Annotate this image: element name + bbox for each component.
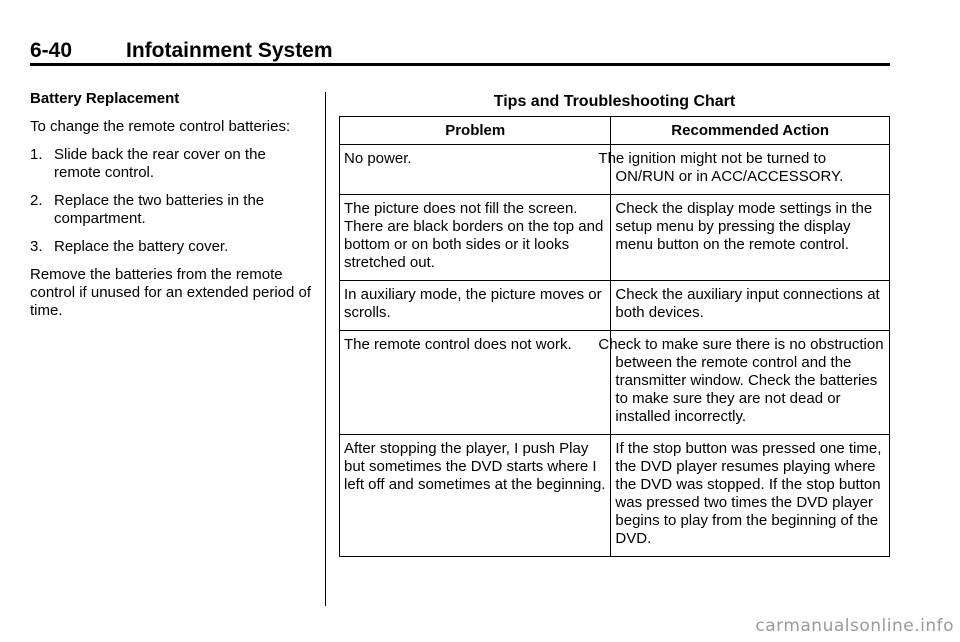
battery-step [30,238,315,256]
column-header-problem: Problem [340,117,611,145]
page-number: 6-40 [30,39,73,62]
page-header [30,38,890,64]
step-text: Slide back the rear cover on the remote control. [54,146,266,181]
table-header-row [340,117,890,145]
problem-cell: In auxiliary mode, the picture moves or scrolls. [340,281,611,331]
troubleshooting-table [339,116,890,557]
battery-note: Remove the batteries from the remote control if unused for an extended period of time. [30,266,312,319]
action-cell: Check to make sure there is no obstruction between the remote control and the transmitter window. Check the batteries to make sure they are not dead or installed incorrectly. [611,331,890,435]
table-row [340,435,890,557]
battery-heading: Battery Replacement [30,90,180,107]
step-text: Replace the two batteries in the compartment. [54,192,265,227]
column-divider [325,92,326,606]
table-row [340,195,890,281]
battery-step [30,192,315,228]
problem-cell: The picture does not fill the screen. There are black borders on the top and bottom or on both sides or it looks stretched out. [340,195,611,281]
battery-intro: To change the remote control batteries: [30,118,291,135]
watermark: carmanualsonline.info [755,616,954,636]
column-header-action: Recommended Action [611,117,890,145]
table-row [340,281,890,331]
table-row [340,145,890,195]
header-rule [30,63,890,66]
action-cell: If the stop button was pressed one time, the DVD player resumes playing where the DVD was stopped. If the stop button was pressed two times the DVD player begins to play from the beginning of the DVD. [611,435,890,557]
battery-steps [30,146,315,256]
step-number: 1. [30,146,43,163]
problem-cell: The remote control does not work. [340,331,611,435]
step-text: Replace the battery cover. [54,238,229,255]
battery-step [30,146,315,182]
problem-cell: After stopping the player, I push Play but sometimes the DVD starts where I left off and sometimes at the beginning. [340,435,611,557]
battery-section [30,90,315,330]
table-row [340,331,890,435]
action-cell: Check the display mode settings in the setup menu by pressing the display menu button on the remote control. [611,195,890,281]
action-cell: The ignition might not be turned to ON/RUN or in ACC/ACCESSORY. [611,145,890,195]
section-title: Infotainment System [126,39,333,62]
chart-title: Tips and Troubleshooting Chart [493,93,736,110]
step-number: 2. [30,192,43,209]
step-number: 3. [30,238,43,255]
problem-cell: No power. [340,145,611,195]
action-cell: Check the auxiliary input connections at both devices. [611,281,890,331]
